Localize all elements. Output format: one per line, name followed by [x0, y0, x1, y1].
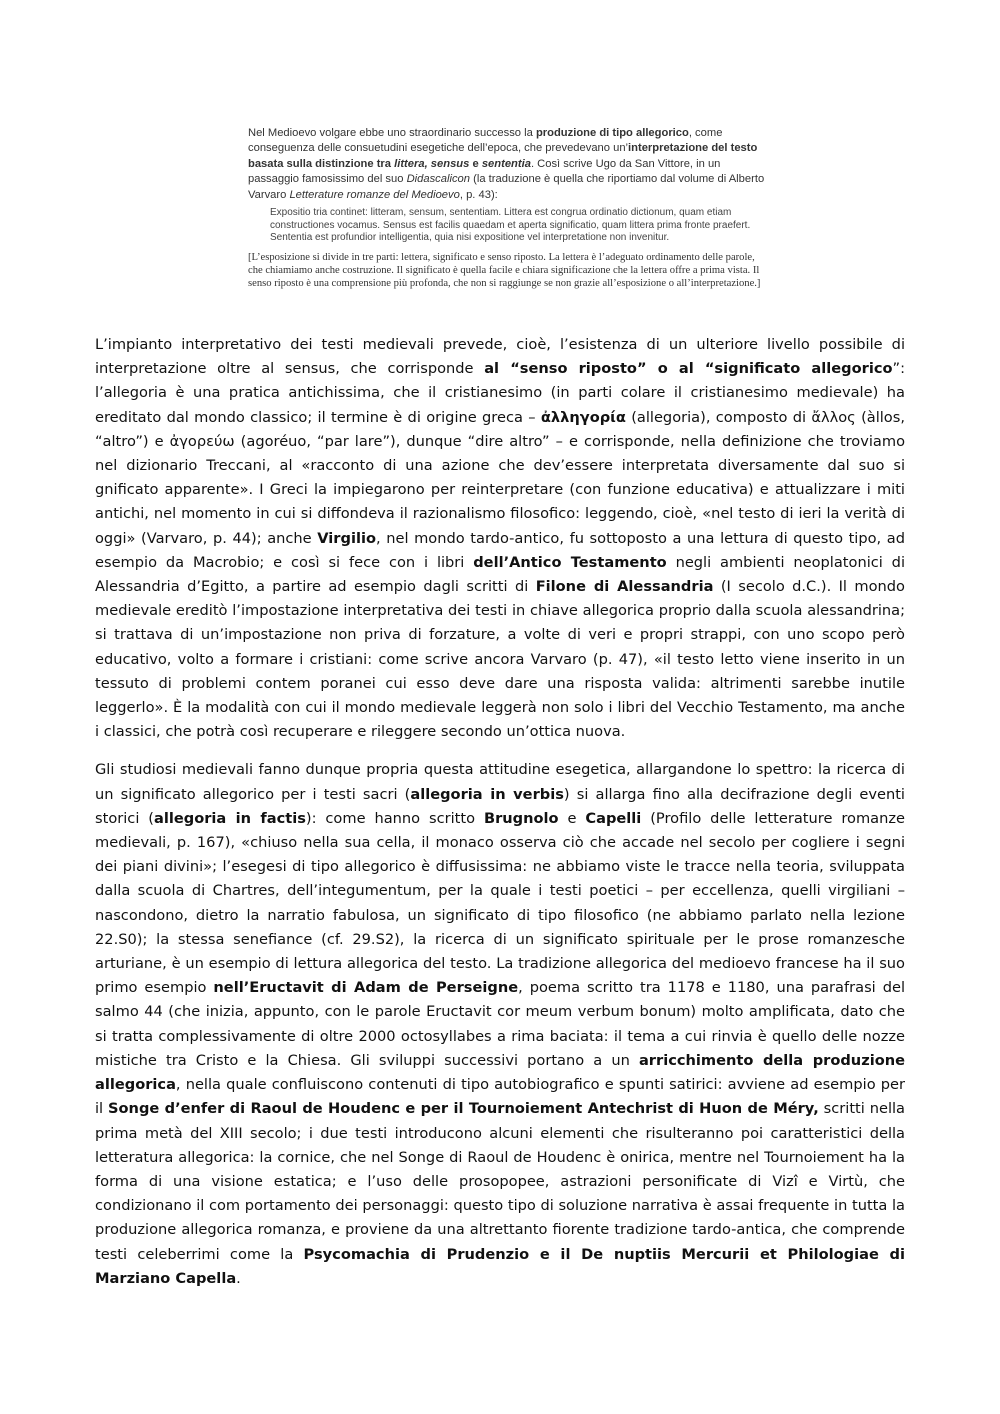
text-run: (I secolo d.C.). Il mondo medievale ereditò l’impostazione interpretativa dei testi in chiave allegorica proprio dalla scuola alessandrina; si trattava di un’impostazione non priva di forzature, a volte di veri e propri strappi, con uno scopo però educativo, volto a formare i cristiani: come scrive ancora Varvaro (p. 47), «il testo letto viene inserito in un tessuto di problemi contem poranei cui esso deve dare una risposta valida: altrimenti sarebbe inutile leggerlo». È la modalità con cui il mondo medievale leggerà non solo i libri del Vecchio Testamento, ma anche i classici, che potrà così recuperare e rileggere secondo un’ottica nuova.: [95, 578, 905, 741]
bold-run: Capelli: [585, 809, 642, 827]
text-run: , poema scritto tra 1178 e 1180, una parafrasi del salmo 44 (che inizia, appunto, con le parole Eructavit cor meum verbum bonum) molto amplificata, dato che si tratta complessivamente di oltre 2000 octosyllabes a rima baciata: il tema a cui rinvia è quello delle nozze mistiche tra Cristo e la Chiesa. Gli sviluppi successivi portano a un: [95, 979, 905, 1069]
latin-quotation: Expositio tria continet: litteram, sensum, sententiam. Littera est congrua ordinatio dictionum, quam etiam constructiones vocamus. Sensus est facilis quaedam et aperta significatio, quam littera prima fronte praefert. Sententia est profundior intelligentia, quia nisi expositione vel interpretatione non invenitur.: [270, 207, 751, 244]
bold-run: e: [469, 157, 482, 170]
excerpt-intro: [248, 126, 768, 203]
italic-run: Didascalicon: [406, 173, 471, 186]
bold-run: allegoria in factis: [154, 809, 306, 827]
text-run: ”: l’allegoria è una pratica antichissima, che il cristianesimo (in parti colare il cristianesimo medievale) ha ereditato dal mondo classico; il termine è di origine greca –: [95, 360, 905, 426]
italic-run: Letterature romanze del Medioevo: [289, 188, 460, 201]
bold-run: Virgilio: [317, 529, 376, 547]
text-run: scritti nella prima metà del XIII secolo; i due testi introducono alcuni elementi che risulteranno poi caratteristici della letteratura allegorica: la cornice, che nel Songe di Raoul de Houdenc è onirica, mentre nel Tournoiement ha la forma di una visione estatica; e l’uso delle prosopopee, astrazioni personificate di Vizî e Virtù, che condizionano il com portamento dei personaggi: questo tipo di soluzione narrativa è assai frequente in tutta la produzione allegorica romanza, e proviene da una altrettanto fiorente tradizione tardo-antica, che comprende testi celeberrimi come la: [95, 1100, 906, 1263]
text-run: , nella quale confluiscono contenuti di tipo autobiografico e spunti satirici: avviene ad esempio per il: [95, 1076, 905, 1118]
body-text: [95, 333, 905, 1291]
bold-run: interpretazione del testo basata sulla distinzione tra: [248, 142, 758, 170]
quoted-excerpt-box: [248, 126, 768, 290]
text-run: (la traduzione è quella che riportiamo dal volume di Alberto Varvaro: [248, 173, 765, 201]
text-run: , nel mondo tardo-antico, fu sottoposto a una lettura di questo tipo, ad esempio da Macrobio; e così si fece con i libri: [95, 529, 905, 571]
text-run: (allegoria), composto di ἄλλος (àllos, “altro”) e ἀγορεύω (agoréuo, “par lare”), dunque “dire altro” – e corrisponde, nella definizione che troviamo nel dizionario Treccani, al «racconto di una azione che dev’essere interpretata diversamente dal suo si gnificato apparente». I Greci la impiegarono per reinterpretare (con funzione educativa) e attualizzare i miti antichi, nel momento in cui si diffondeva il razionalismo filosofico: leggendo, cioè, «nel testo di ieri la verità di oggi» (Varvaro, p. 44); anche: [95, 408, 905, 547]
italian-translation: [L’esposizione si divide in tre parti: lettera, significato e senso riposto. La lettera è l’adeguato ordinamento delle parole, che chiamiamo anche costruzione. Il significato è quella facile e chiara significazione che la lettera offre a prima vista. Il senso riposto è una comprensione più profonda, che non si raggiunge se non grazie all’esposizione o all’interpretazione.]: [248, 251, 761, 290]
bold-run: ἀλληγορία: [540, 408, 626, 426]
paragraph-1: [95, 333, 905, 744]
bold-run: Brugnolo: [483, 809, 559, 827]
text-run: negli ambienti neoplatonici di Alessandria d’Egitto, a partire ad esempio dagli scritti di: [95, 553, 906, 596]
bold-run: Psycomachia di Prudenzio e il De nuptiis Mercurii et Philologiae di Marziano Capella: [95, 1245, 905, 1287]
bold-run: Filone di Alessandria: [535, 578, 714, 596]
bold-run: allegoria in verbis: [410, 785, 564, 803]
text-run: L’impianto interpretativo dei testi medievali prevede, cioè, l’esistenza di un ulteriore livello possibile di interpretazione oltre al sensus, che corrisponde: [95, 336, 905, 378]
text-run: (Profilo delle letterature romanze medievali, p. 167), «chiuso nella sua cella, il monaco osserva ciò che accade nel secolo per cogliere i segni dei piani divini»; l’esegesi di tipo allegorico è diffusissima: ne abbiamo viste le tracce nella teoria, sviluppata dalla scuola di Chartres, dell’integumentum, per la quale i testi poetici – per eccellenza, quelli virgiliani – nascondono, dietro la narratio fabulosa, un significato di tipo filosofico (ne abbiamo parlato nella lezione 22.S0); la stessa senefiance (cf. 29.S2), la ricerca di un significato spirituale per le prose romanzesche arturiane, è un esempio di lettura allegorica del testo. La tradizione allegorica del medioevo francese ha il suo primo esempio: [95, 809, 905, 997]
bold-run: nell’Eructavit di Adam de Perseigne: [213, 979, 519, 997]
text-run: Nel Medioevo volgare ebbe uno straordinario successo la: [248, 127, 536, 139]
bold-italic-run: sententia: [481, 157, 531, 170]
text-run: . Così scrive Ugo da San Vittore, in un passaggio famosissimo del suo: [248, 157, 721, 186]
text-run: ): come hanno scritto: [305, 809, 484, 827]
text-run: e: [558, 809, 586, 827]
text-run: ) si allarga fino alla decifrazione degli eventi storici (: [95, 785, 905, 827]
bold-run: produzione di tipo allegorico: [535, 127, 689, 139]
bold-run: arricchimento della produzione allegorica: [95, 1051, 906, 1094]
text-run: , p. 43):: [459, 188, 498, 201]
text-run: .: [236, 1269, 241, 1287]
bold-italic-run: littera, sensus: [394, 157, 470, 170]
bold-run: al “senso riposto” o al “significato allegorico: [484, 360, 893, 378]
bold-run: Songe d’enfer di Raoul de Houdenc e per il Tournoiement Antechrist di Huon de Méry,: [108, 1100, 819, 1118]
text-run: , come conseguenza delle consuetudini esegetiche dell’epoca, che prevedevano un’: [248, 127, 723, 155]
bold-run: dell’Antico Testamento: [473, 553, 667, 571]
text-run: Gli studiosi medievali fanno dunque propria questa attitudine esegetica, allargandone lo spettro: la ricerca di un significato allegorico per i testi sacri (: [95, 761, 905, 803]
paragraph-2: [95, 758, 905, 1290]
